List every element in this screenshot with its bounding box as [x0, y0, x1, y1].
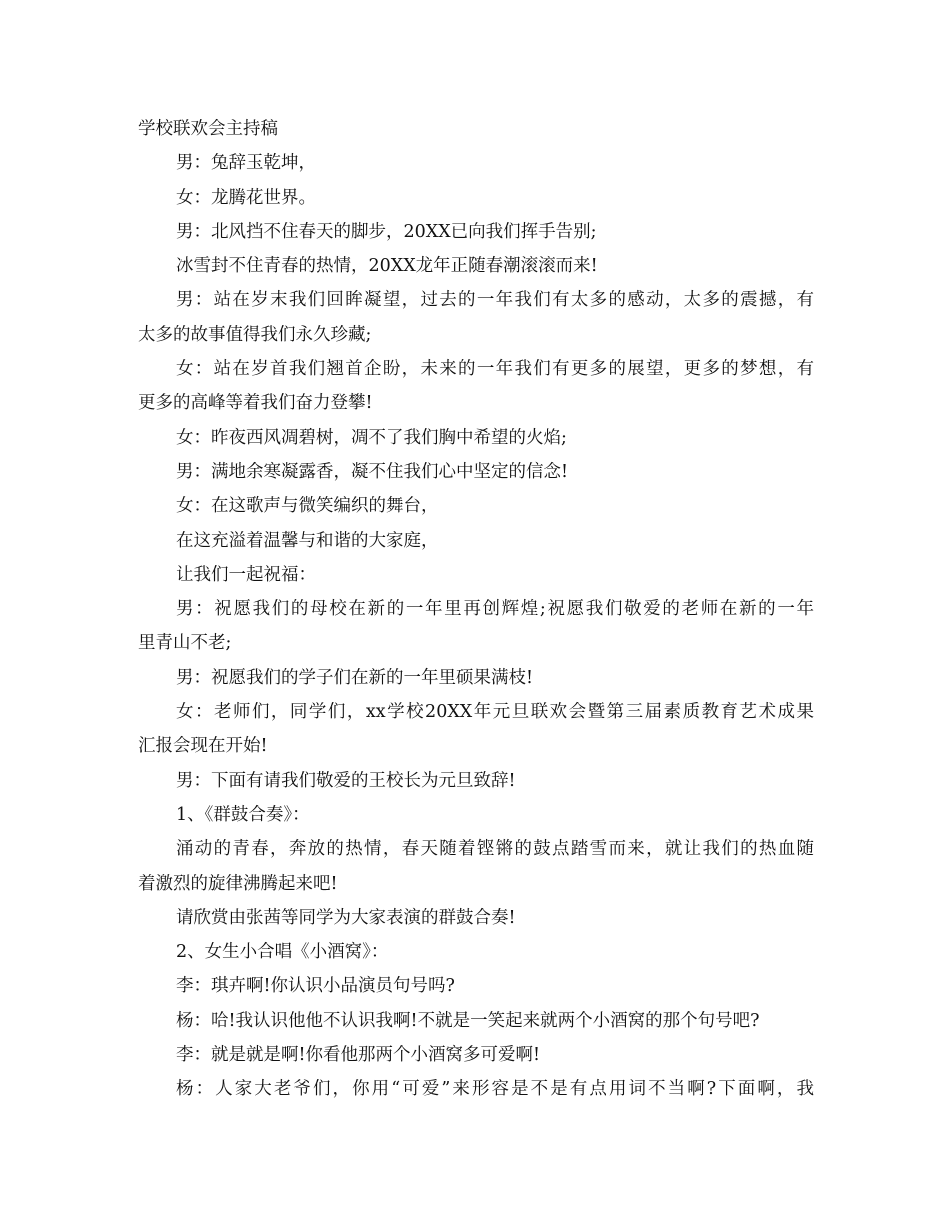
paragraph-line — [138, 1072, 814, 1106]
line-text: 男：北风挡不住春天的脚步，20XX已向我们挥手告别; — [176, 221, 597, 242]
line-text: 在这充溢着温馨与和谐的大家庭， — [176, 530, 439, 551]
paragraph-line — [138, 661, 814, 695]
paragraph-line — [138, 1038, 814, 1072]
paragraph-line — [138, 764, 814, 798]
line-text: 2、女生小合唱《小酒窝》： — [176, 942, 389, 963]
line-text: 里青山不老; — [138, 633, 232, 654]
line-text: 女：老师们，同学们，xx学校20XX年元旦联欢会暨第三届素质教育艺术成果 — [176, 702, 814, 723]
line-text: 男：祝愿我们的母校在新的一年里再创辉煌;祝愿我们敬爱的老师在新的一年 — [176, 599, 814, 620]
paragraph-line — [138, 455, 814, 489]
line-text: 让我们一起祝福： — [176, 564, 316, 585]
paragraph-line — [138, 969, 814, 1003]
paragraph-line — [138, 592, 814, 626]
line-text: 女：在这歌声与微笑编织的舞台， — [176, 496, 439, 517]
paragraph-line — [138, 798, 814, 832]
paragraph-continuation-line — [138, 626, 814, 660]
line-text: 男：站在岁末我们回眸凝望，过去的一年我们有太多的感动，太多的震撼，有 — [176, 290, 814, 311]
line-text: 男：满地余寒凝露香，凝不住我们心中坚定的信念! — [176, 461, 569, 482]
line-text: 杨：哈!我认识他他不认识我啊!不就是一笑起来就两个小酒窝的那个句号吧? — [176, 1010, 760, 1031]
line-text: 李：琪卉啊!你认识小品演员句号吗? — [176, 976, 455, 997]
paragraph-continuation-line — [138, 867, 814, 901]
document-title: 学校联欢会主持稿 — [138, 119, 278, 139]
paragraph-continuation-line — [138, 729, 814, 763]
line-text: 更多的高峰等着我们奋力登攀! — [138, 393, 373, 414]
paragraph-line — [138, 524, 814, 558]
paragraph-line — [138, 489, 814, 523]
line-text: 着激烈的旋律沸腾起来吧! — [138, 873, 338, 894]
line-text: 男：下面有请我们敬爱的王校长为元旦致辞! — [176, 770, 516, 791]
line-text: 女：龙腾花世界。 — [176, 187, 316, 208]
line-text: 1、《群鼓合奏》： — [176, 804, 310, 825]
paragraph-line — [138, 832, 814, 866]
paragraph-line — [138, 146, 814, 180]
paragraph-line — [138, 283, 814, 317]
paragraph-line — [138, 352, 814, 386]
paragraph-line — [138, 935, 814, 969]
paragraph-line — [138, 421, 814, 455]
line-text: 汇报会现在开始! — [138, 736, 268, 757]
line-text: 杨：人家大老爷们，你用“可爱”来形容是不是有点用词不当啊?下面啊，我 — [176, 1079, 814, 1100]
paragraph-line — [138, 249, 814, 283]
line-text: 女：昨夜西风凋碧树，凋不了我们胸中希望的火焰; — [176, 427, 567, 448]
line-text: 太多的故事值得我们永久珍藏; — [138, 324, 372, 345]
line-text: 涌动的青春，奔放的热情，春天随着铿锵的鼓点踏雪而来，就让我们的热血随 — [176, 839, 814, 860]
line-text: 请欣赏由张茜等同学为大家表演的群鼓合奏! — [176, 907, 516, 928]
paragraph-line — [138, 181, 814, 215]
paragraph-continuation-line — [138, 386, 814, 420]
paragraph-line — [138, 1004, 814, 1038]
line-text: 男：兔辞玉乾坤， — [176, 153, 316, 174]
line-text: 女：站在岁首我们翘首企盼，未来的一年我们有更多的展望，更多的梦想，有 — [176, 359, 814, 380]
paragraph-line — [138, 215, 814, 249]
line-text: 冰雪封不住青春的热情，20XX龙年正随春潮滚滚而来! — [176, 256, 598, 277]
line-text: 李：就是就是啊!你看他那两个小酒窝多可爱啊! — [176, 1045, 541, 1066]
paragraph-line — [138, 558, 814, 592]
paragraph-continuation-line — [138, 318, 814, 352]
paragraph-line — [138, 695, 814, 729]
paragraph-line — [138, 901, 814, 935]
line-text: 男：祝愿我们的学子们在新的一年里硕果满枝! — [176, 667, 534, 688]
document-body — [138, 112, 814, 1107]
